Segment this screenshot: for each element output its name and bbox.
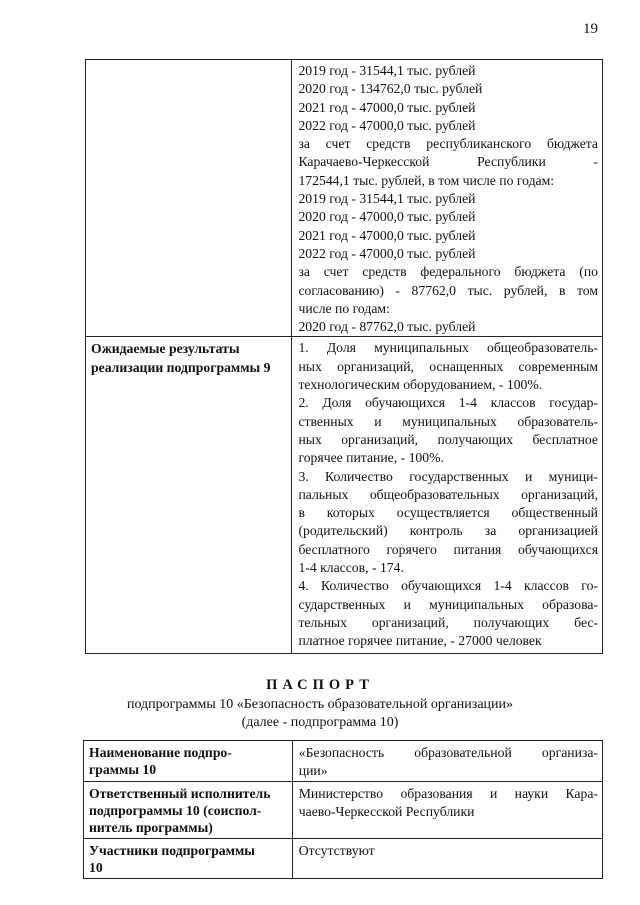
passport-label: Ответственный исполнитель [89, 786, 271, 801]
passport-row-participants [84, 839, 603, 879]
passport-value: Министерство образования и науки Кара- [298, 786, 598, 801]
passport-title: ПАСПОРТ [266, 677, 374, 693]
results-line: 3. Количество государственных и муници- [298, 468, 598, 484]
funding-line: Карачаево-Черкесской Республики - [298, 154, 598, 170]
results-line: ных организаций, получающих бесплатное [298, 431, 598, 447]
funding-line: 2022 год - 47000,0 тыс. рублей [298, 117, 476, 133]
funding-line: 2020 год - 87762,0 тыс. рублей [298, 319, 476, 335]
results-label-cell [86, 337, 292, 653]
results-line: сударственных и муниципальных образова- [298, 596, 598, 612]
passport-label-cell [84, 782, 293, 839]
passport-label: нитель программы) [89, 820, 213, 835]
results-label: реализации подпрограммы 9 [91, 360, 271, 376]
funding-value-cell [292, 60, 603, 337]
passport-value-cell [292, 782, 602, 839]
results-line: 2. Доля обучающихся 1-4 классов государ- [298, 395, 598, 411]
passport-label: 10 [89, 860, 103, 875]
results-label: Ожидаемые результаты [91, 341, 240, 357]
passport-value-cell [292, 839, 602, 879]
results-value-cell [292, 337, 603, 653]
funding-line: согласованию) - 87762,0 тыс. рублей, в том [298, 282, 598, 298]
passport-row-executor [84, 782, 603, 839]
funding-line: за счет средств федерального бюджета (по [298, 264, 598, 280]
passport-value-cell [292, 741, 602, 782]
results-line: пальных общеобразовательных организаций, [298, 486, 598, 502]
results-line: 1. Доля муниципальных общеобразователь- [298, 340, 598, 356]
funding-line: 2021 год - 47000,0 тыс. рублей [298, 99, 476, 115]
passport-label-cell [84, 839, 293, 879]
page-number: 19 [583, 21, 598, 37]
passport-subtitle-note: (далее - подпрограмма 10) [241, 715, 399, 730]
funding-line: 2019 год - 31544,1 тыс. рублей [298, 191, 476, 207]
results-line: платное горячее питание, - 27000 человек [298, 633, 542, 649]
results-row [86, 337, 603, 653]
passport-value: чаево-Черкесской Республики [298, 803, 475, 819]
funding-row [86, 60, 603, 337]
results-line: (родительский) контроль за организацией [298, 523, 598, 539]
funding-line: 2022 год - 47000,0 тыс. рублей [298, 245, 476, 261]
funding-line: за счет средств республиканского бюджета [298, 136, 598, 152]
passport-label: граммы 10 [89, 762, 157, 777]
results-line: 1-4 классов, - 174. [298, 560, 404, 576]
funding-line: 2019 год - 31544,1 тыс. рублей [298, 63, 476, 78]
passport-label: Наименование подпро- [89, 745, 232, 760]
funding-line: 2020 год - 47000,0 тыс. рублей [298, 209, 476, 225]
funding-line: 2021 год - 47000,0 тыс. рублей [298, 227, 476, 243]
results-line: ственных и муниципальных образователь- [298, 413, 598, 429]
passport-row-name [84, 741, 603, 782]
results-line: 4. Количество обучающихся 1-4 классов го- [298, 578, 598, 594]
passport-label: Участники подпрограммы [89, 843, 255, 858]
passport-value: «Безопасность образовательной организа- [298, 745, 598, 760]
passport-label: подпрограммы 10 (соиспол- [89, 803, 262, 818]
results-line: бесплатного горячего питания обучающихся [298, 541, 598, 557]
passport-table [83, 740, 603, 879]
funding-line: 172544,1 тыс. рублей, в том числе по годам: [298, 172, 555, 188]
results-line: ных организаций, оснащенных современным [298, 358, 598, 374]
funding-table [85, 59, 603, 654]
results-line: тельных организаций, получающих бес- [298, 614, 598, 630]
funding-label-cell [86, 60, 292, 337]
results-line: горячее питание, - 100%. [298, 450, 444, 466]
funding-line: числе по годам: [298, 300, 390, 316]
passport-subtitle: подпрограммы 10 «Безопасность образовательной организации» [126, 697, 514, 712]
passport-label-cell [84, 741, 293, 782]
results-line: в которых осуществляется общественный [298, 505, 598, 521]
funding-line: 2020 год - 134762,0 тыс. рублей [298, 81, 483, 97]
results-line: технологическим оборудованием, - 100%. [298, 377, 543, 393]
passport-value: Отсутствуют [298, 843, 375, 858]
passport-value: ции» [298, 762, 328, 778]
